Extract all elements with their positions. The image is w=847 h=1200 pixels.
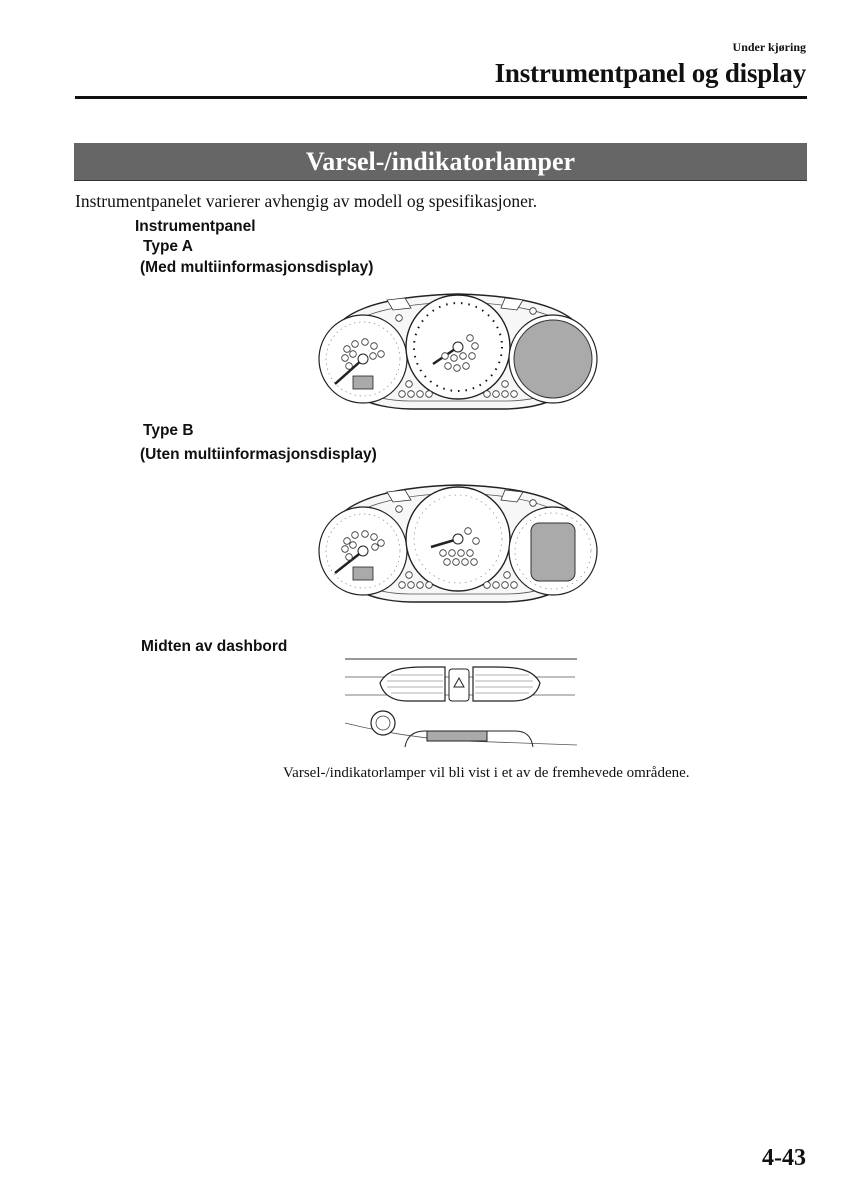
page-title: Instrumentpanel og display xyxy=(494,58,806,88)
panel-heading: Instrumentpanel xyxy=(135,218,256,235)
type-b-label: Type B xyxy=(143,422,194,439)
page-number: 4-43 xyxy=(762,1145,806,1171)
section-title: Varsel-/indikatorlamper xyxy=(305,146,576,176)
type-b-sub: (Uten multiinformasjonsdisplay) xyxy=(140,446,377,463)
instrument-cluster-type-b xyxy=(305,477,611,607)
type-a-label: Type A xyxy=(143,238,193,255)
dashboard-heading: Midten av dashbord xyxy=(141,638,288,655)
instrument-cluster-type-a xyxy=(305,284,611,414)
intro-text: Instrumentpanelet varierer avhengig av modell og spesifikasjoner. xyxy=(75,191,538,211)
type-a-sub: (Med multiinformasjonsdisplay) xyxy=(140,259,374,276)
title-divider xyxy=(75,96,807,99)
chapter-label: Under kjøring xyxy=(732,40,806,54)
center-dashboard-figure xyxy=(345,655,577,755)
figure-caption: Varsel-/indikatorlamper vil bli vist i et av de fremhevede områdene. xyxy=(283,765,690,781)
section-banner xyxy=(74,143,807,181)
